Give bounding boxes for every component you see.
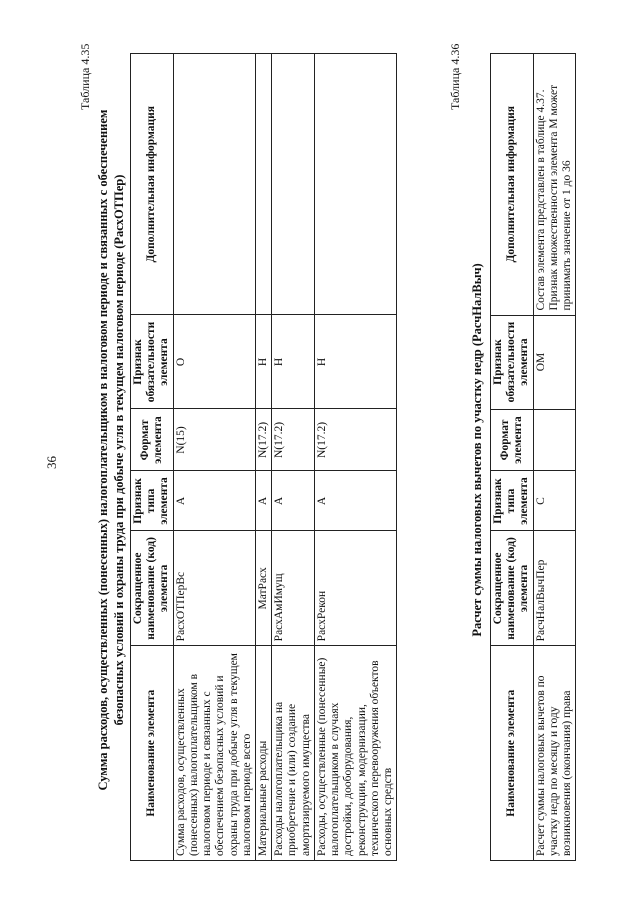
header-cell: Сокращенное наименование (код) элемента <box>491 531 534 646</box>
table-title-1-line-2: безопасных условий и охраны труда при добыче угля в текущем налоговом периоде (РасхОТПер) <box>111 174 126 726</box>
header-cell: Сокращенное наименование (код) элемента <box>131 531 174 646</box>
table-cell: N(17.2) <box>255 409 271 471</box>
table-cell: Сумма расходов, осуществленных (понесенных) налогоплательщиком в налоговом периоде и связанных с обеспечением безопасных условий и охраны труда при добыче угля в текущем налоговом периоде всего <box>173 646 255 861</box>
table-row <box>314 54 396 861</box>
table-cell <box>173 54 255 316</box>
table-cell: N(17.2) <box>314 409 396 471</box>
table-cell <box>272 54 315 316</box>
table-row <box>272 54 315 861</box>
table-header-row <box>131 54 174 861</box>
table-cell: ОМ <box>533 315 576 409</box>
page-number: 36 <box>44 456 59 469</box>
header-cell: Признак обязательности элемента <box>491 315 534 409</box>
header-cell: Признак обязательности элемента <box>131 315 174 409</box>
table-caption-1: Таблица 4.35 <box>78 43 92 110</box>
table-cell: РасхОТПерВс <box>173 531 255 646</box>
table-cell: РасчНалВычПер <box>533 531 576 646</box>
table-cell: Материальные расходы <box>255 646 271 861</box>
header-cell: Признак типа элемента <box>131 471 174 531</box>
header-cell: Наименование элемента <box>131 646 174 861</box>
table-cell: N(17.2) <box>272 409 315 471</box>
table-cell: МатРасх <box>255 531 271 646</box>
table-cell: Расходы, осуществленные (понесенные) налогоплательщиком в случаях достройки, дооборудования, реконструкции, модернизации, технического перевооружения объектов основных средств <box>314 646 396 861</box>
table-cell: Расходы налогоплательщика на приобретение и (или) создание амортизируемого имущества <box>272 646 315 861</box>
table-cell: А <box>314 471 396 531</box>
table-header-row <box>491 54 534 861</box>
table-cell: О <box>173 315 255 409</box>
header-cell: Наименование элемента <box>491 646 534 861</box>
table-cell <box>314 54 396 316</box>
table-cell: РасхАмИмущ <box>272 531 315 646</box>
table-cell: Н <box>255 315 271 409</box>
table-cell: А <box>255 471 271 531</box>
table-cell <box>533 409 576 471</box>
table-cell: С <box>533 471 576 531</box>
header-cell: Дополнительная информация <box>491 54 534 316</box>
table-cell: Н <box>272 315 315 409</box>
header-cell: Признак типа элемента <box>491 471 534 531</box>
table-cell: А <box>272 471 315 531</box>
table-cell: Состав элемента представлен в таблице 4.37. Признак множественности элемента М может принимать значение от 1 до 36 <box>533 54 576 316</box>
table-cell: Расчет суммы налоговых вычетов по участку недр по месяцу и году возникновения (окончания) права <box>533 646 576 861</box>
table-4-36 <box>490 53 576 861</box>
table-cell: А <box>173 471 255 531</box>
table-caption-2: Таблица 4.36 <box>448 43 462 110</box>
table-4-35 <box>130 53 397 861</box>
table-cell: Н <box>314 315 396 409</box>
table-row <box>173 54 255 861</box>
table-cell: N(15) <box>173 409 255 471</box>
table-row <box>533 54 576 861</box>
header-cell: Формат элемента <box>491 409 534 471</box>
table-cell <box>255 54 271 316</box>
table-title-1-line-1: Сумма расходов, осуществленных (понесенных) налогоплательщиком в налоговом периоде и связанных с обеспечением <box>96 109 110 791</box>
header-cell: Формат элемента <box>131 409 174 471</box>
table-title-2: Расчет суммы налоговых вычетов по участку недр (РасчНалВыч) <box>470 263 484 637</box>
table-cell: РасхРекон <box>314 531 396 646</box>
header-cell: Дополнительная информация <box>131 54 174 316</box>
table-title-1 <box>96 55 127 845</box>
table-row <box>255 54 271 861</box>
